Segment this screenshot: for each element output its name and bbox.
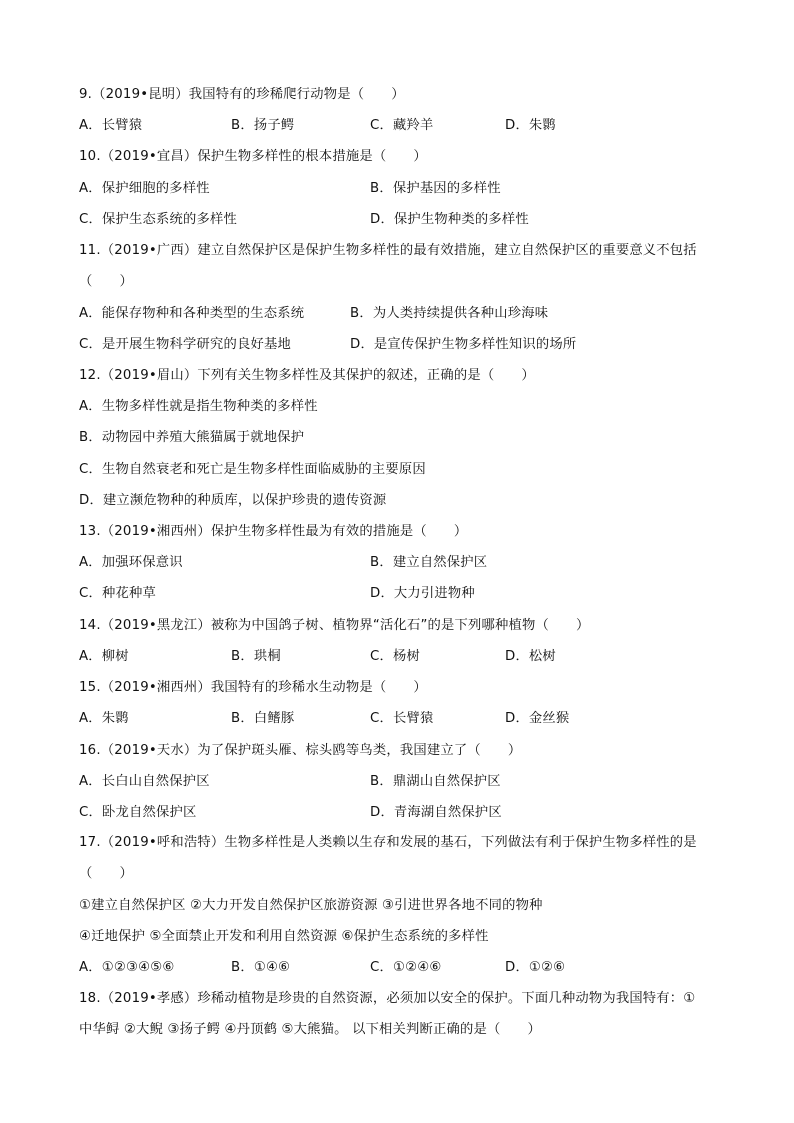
answer-option: A．①②③④⑤⑥ <box>79 960 175 975</box>
question-stem-line: 9.（2019•昆明）我国特有的珍稀爬行动物是（ ） <box>79 87 405 102</box>
question-stem-line: （ ） <box>79 866 133 881</box>
answer-option: B．扬子鳄 <box>231 118 295 133</box>
answer-option: D．建立濒危物种的种质库，以保护珍贵的遗传资源 <box>79 493 387 508</box>
answer-option: C．种花种草 <box>79 586 156 601</box>
question-stem-line: 15.（2019•湘西州）我国特有的珍稀水生动物是（ ） <box>79 680 427 695</box>
answer-option: D．大力引进物种 <box>370 586 475 601</box>
answer-option: C．杨树 <box>370 649 420 664</box>
question-stem-line: 11.（2019•广西）建立自然保护区是保护生物多样性的最有效措施，建立自然保护区的重要意义不包括 <box>79 243 697 258</box>
question-stem-line: 13.（2019•湘西州）保护生物多样性最为有效的措施是（ ） <box>79 524 468 539</box>
answer-option: D．金丝猴 <box>505 711 570 726</box>
answer-option: B．珙桐 <box>231 649 281 664</box>
answer-option: D．青海湖自然保护区 <box>370 805 502 820</box>
answer-option: D．保护生物种类的多样性 <box>370 212 529 227</box>
answer-option: A．长白山自然保护区 <box>79 774 210 789</box>
answer-option: B．①④⑥ <box>231 960 291 975</box>
answer-option: C．①②④⑥ <box>370 960 442 975</box>
question-stem-line: 17.（2019•呼和浩特）生物多样性是人类赖以生存和发展的基石，下列做法有利于保护生物多样性的是 <box>79 835 697 850</box>
answer-option: B．建立自然保护区 <box>370 555 488 570</box>
question-stem-line: 18.（2019•孝感）珍稀动植物是珍贵的自然资源，必须加以安全的保护。下面几种动物为我国特有：① <box>79 991 696 1006</box>
answer-option: C．长臂猿 <box>370 711 434 726</box>
question-stem-line: （ ） <box>79 274 133 289</box>
answer-option: D．松树 <box>505 649 556 664</box>
answer-option: A．长臂猿 <box>79 118 143 133</box>
answer-option: A．保护细胞的多样性 <box>79 181 210 196</box>
question-stem-line: 10.（2019•宜昌）保护生物多样性的根本措施是（ ） <box>79 149 427 164</box>
question-stem-line: 12.（2019•眉山）下列有关生物多样性及其保护的叙述，正确的是（ ） <box>79 368 535 383</box>
answer-option: D．是宣传保护生物多样性知识的场所 <box>350 337 577 352</box>
answer-option: A．生物多样性就是指生物种类的多样性 <box>79 399 318 414</box>
answer-option: B．保护基因的多样性 <box>370 181 501 196</box>
question-stem-line: 16.（2019•天水）为了保护斑头雁、棕头鸥等鸟类，我国建立了（ ） <box>79 743 522 758</box>
answer-option: B．为人类持续提供各种山珍海味 <box>350 306 549 321</box>
answer-option: A．柳树 <box>79 649 129 664</box>
answer-option: D．①②⑥ <box>505 960 566 975</box>
answer-option: B．白鳍豚 <box>231 711 295 726</box>
answer-option: C．是开展生物科学研究的良好基地 <box>79 337 291 352</box>
answer-option: A．能保存物种和各种类型的生态系统 <box>79 306 305 321</box>
question-stem-line: 14.（2019•黑龙江）被称为中国鸽子树、植物界“活化石”的是下列哪种植物（ ） <box>79 618 590 633</box>
answer-option: C．藏羚羊 <box>370 118 434 133</box>
answer-option: A．加强环保意识 <box>79 555 183 570</box>
answer-option: C．卧龙自然保护区 <box>79 805 197 820</box>
answer-option: C．生物自然衰老和死亡是生物多样性面临威胁的主要原因 <box>79 462 426 477</box>
question-stem-line: 中华鲟 ②大鲵 ③扬子鳄 ④丹顶鹤 ⑤大熊猫。 以下相关判断正确的是（ ） <box>79 1022 542 1037</box>
answer-option: B．动物园中养殖大熊猫属于就地保护 <box>79 430 305 445</box>
answer-option: A．朱鹮 <box>79 711 129 726</box>
question-stem-line: ④迁地保护 ⑤全面禁止开发和利用自然资源 ⑥保护生态系统的多样性 <box>79 929 489 944</box>
answer-option: D．朱鹮 <box>505 118 556 133</box>
answer-option: C．保护生态系统的多样性 <box>79 212 237 227</box>
question-stem-line: ①建立自然保护区 ②大力开发自然保护区旅游资源 ③引进世界各地不同的物种 <box>79 898 543 913</box>
answer-option: B．鼎湖山自然保护区 <box>370 774 501 789</box>
